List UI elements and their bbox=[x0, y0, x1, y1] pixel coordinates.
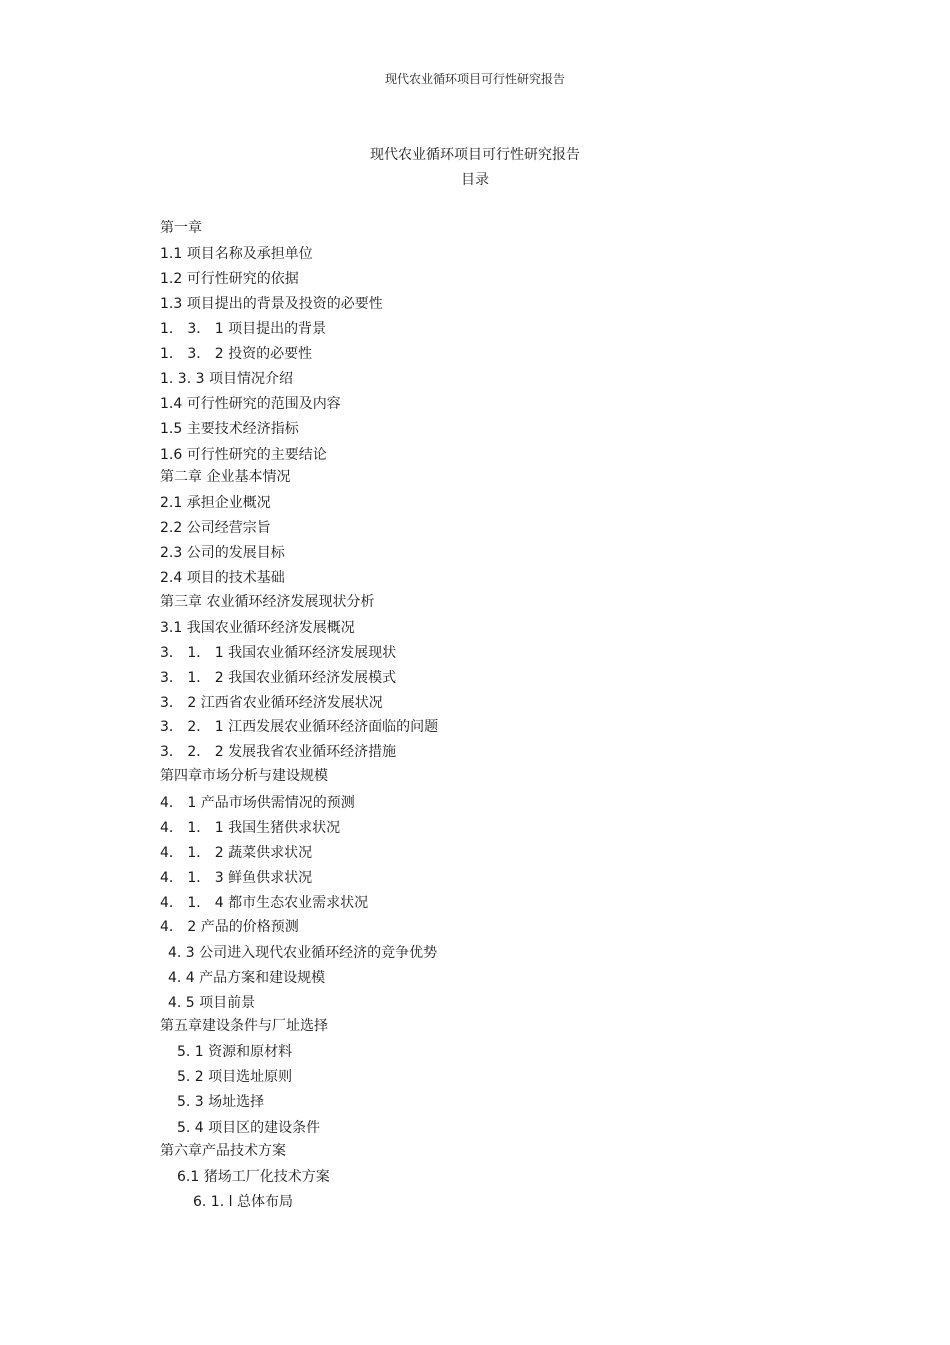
toc-entry: 1.5 主要技术经济指标 bbox=[160, 421, 299, 437]
toc-entry: 3． 2． 1 江西发展农业循环经济面临的问题 bbox=[160, 719, 439, 735]
document-title: 现代农业循环项目可行性研究报告 bbox=[370, 147, 580, 163]
toc-entry: 1． 3． 1 项目提出的背景 bbox=[160, 321, 327, 337]
toc-entry: 1.3 项目提出的背景及投资的必要性 bbox=[160, 296, 383, 312]
toc-entry: 4． 1． 4 都市生态农业需求状况 bbox=[160, 895, 369, 911]
toc-entry: 5. 3 场址选择 bbox=[177, 1094, 265, 1110]
toc-entry: 3． 1． 2 我国农业循环经济发展模式 bbox=[160, 670, 397, 686]
toc-entry: 2.2 公司经营宗旨 bbox=[160, 520, 271, 536]
toc-entry: 1.6 可行性研究的主要结论 bbox=[160, 447, 327, 463]
toc-entry: 6. 1. l 总体布局 bbox=[193, 1194, 293, 1210]
toc-entry: 1. 3. 3 项目情况介绍 bbox=[160, 371, 293, 387]
toc-entry: 4． 1 产品市场供需情况的预测 bbox=[160, 795, 355, 811]
toc-entry: 2.1 承担企业概况 bbox=[160, 495, 271, 511]
toc-entry: 4. 4 产品方案和建设规模 bbox=[168, 970, 326, 986]
toc-entry: 4． 1． 3 鲜鱼供求状况 bbox=[160, 870, 313, 886]
toc-entry: 6.1 猪场工厂化技术方案 bbox=[177, 1169, 330, 1185]
running-header: 现代农业循环项目可行性研究报告 bbox=[384, 72, 565, 86]
toc-entry: 1.1 项目名称及承担单位 bbox=[160, 246, 313, 262]
toc-entry: 5. 1 资源和原材料 bbox=[177, 1044, 293, 1060]
toc-entry: 1.2 可行性研究的依据 bbox=[160, 271, 299, 287]
toc-entry: 1.4 可行性研究的范围及内容 bbox=[160, 396, 341, 412]
toc-entry: 5. 2 项目选址原则 bbox=[177, 1069, 293, 1085]
toc-entry: 4． 1． 1 我国生猪供求状况 bbox=[160, 820, 341, 836]
toc-chapter: 第一章 bbox=[160, 220, 202, 236]
toc-entry: 2.4 项目的技术基础 bbox=[160, 570, 285, 586]
toc-entry: 3． 2． 2 发展我省农业循环经济措施 bbox=[160, 744, 397, 760]
toc-entry: 4． 1． 2 蔬菜供求状况 bbox=[160, 845, 313, 861]
toc-entry: 1． 3． 2 投资的必要性 bbox=[160, 346, 313, 362]
toc-entry: 5. 4 项目区的建设条件 bbox=[177, 1120, 321, 1136]
toc-entry: 3． 2 江西省农业循环经济发展状况 bbox=[160, 695, 383, 711]
toc-chapter: 第五章建设条件与厂址选择 bbox=[160, 1018, 328, 1034]
toc-chapter: 第三章 农业循环经济发展现状分析 bbox=[160, 594, 375, 610]
toc-entry: 3.1 我国农业循环经济发展概况 bbox=[160, 620, 355, 636]
toc-chapter: 第二章 企业基本情况 bbox=[160, 469, 291, 485]
toc-entry: 2.3 公司的发展目标 bbox=[160, 545, 285, 561]
toc-entry: 4. 5 项目前景 bbox=[168, 995, 256, 1011]
toc-entry: 4. 3 公司进入现代农业循环经济的竞争优势 bbox=[168, 945, 438, 961]
toc-chapter: 第六章产品技术方案 bbox=[160, 1143, 286, 1159]
toc-heading: 目录 bbox=[461, 172, 489, 188]
toc-entry: 3． 1． 1 我国农业循环经济发展现状 bbox=[160, 645, 397, 661]
toc-entry: 4． 2 产品的价格预测 bbox=[160, 919, 299, 935]
toc-chapter: 第四章市场分析与建设规模 bbox=[160, 768, 328, 784]
